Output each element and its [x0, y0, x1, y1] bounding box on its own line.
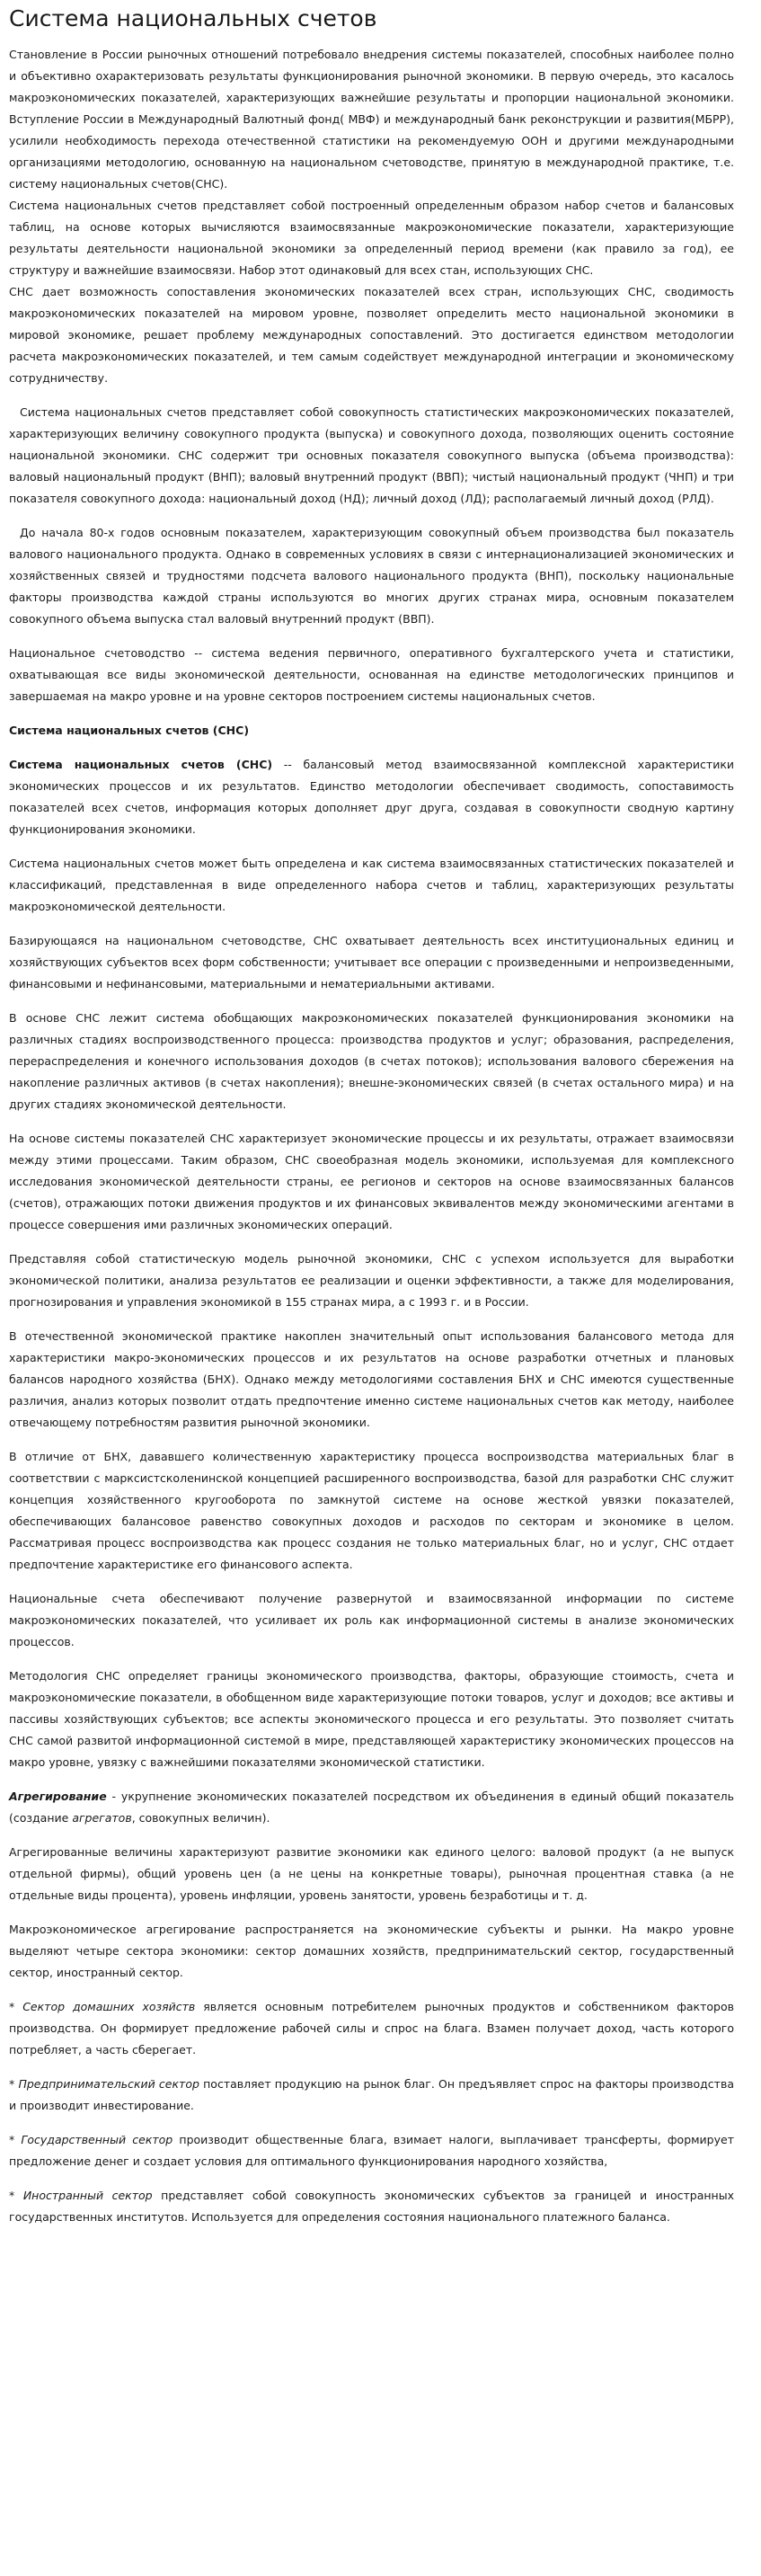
text-run: - укрупнение экономических показателей посредством их объединения в единый общий показатель (создание	[9, 1790, 734, 1825]
text-run: -- балансовый метод взаимосвязанной комплексной характеристики экономических процессов и их результатов. Единство методологии обеспечивает сводимость, сопоставимость показателей всех счетов, информация которых дополняет друг друга, создавая в совокупности сводную картину функционирования экономики.	[9, 758, 734, 836]
paragraph	[9, 1248, 734, 1313]
term-italic: агрегатов	[72, 1811, 132, 1825]
text-run: В основе СНС лежит система обобщающих макроэкономических показателей функционирования экономики на различных стадиях воспроизводственного процесса: производства продуктов и услуг; образования, распределения, перераспределения и конечного использования доходов (в счетах потоков); использования валового сбережения на накопление различных активов (в счетах накопления); внешне-экономических связей (в счетах остального мира) и на других стадиях экономической деятельности.	[9, 1011, 734, 1111]
text-run: *	[9, 2077, 19, 2091]
paragraph	[9, 754, 734, 840]
text-run: поставляет продукцию на рынок благ. Он предъявляет спрос на факторы производства и производит инвестирование.	[9, 2077, 734, 2112]
paragraph	[9, 1666, 734, 1773]
term-italic: Сектор домашних хозяйств	[22, 2000, 196, 2013]
paragraph	[9, 195, 734, 281]
text-run: Базирующаяся на национальном счетоводстве, СНС охватывает деятельность всех институциональных единиц и хозяйствующих субъектов всех форм собственности; учитывает все операции с произведенными и непроизведенными, финансовыми и нефинансовыми, материальными и нематериальными активами.	[9, 934, 734, 990]
paragraph	[9, 281, 734, 389]
text-run: представляет собой совокупность экономических субъектов за границей и иностранных государственных институтов. Используется для определения состояния национального платежного баланса.	[9, 2189, 734, 2224]
paragraph	[9, 402, 734, 510]
text-run: Становление в России рыночных отношений потребовало внедрения системы показателей, способных наиболее полно и объективно охарактеризовать результаты функционирования рыночной экономики. В первую очередь, это касалось макроэкономических показателей, характеризующих важнейшие результаты и пропорции национальной экономики. Вступление России в Международный Валютный фонд( МВФ) и международный банк реконструкции и развития(МБРР), усилили необходимость перехода отечественной статистики на рекомендуемую ООН и другими международными организациями методологию, основанную на национальном счетоводстве, принятую в международной практике, т.е. систему национальных счетов(СНС).	[9, 48, 734, 191]
text-run: В отличие от БНХ, дававшего количественную характеристику процесса воспроизводства материальных благ в соответствии с марксистсколенинской концепцией расширенного воспроизводства, базой для разработки СНС служит концепция хозяйственного кругооборота по замкнутой системе на основе жесткой увязки показателей, обеспечивающих балансовое равенство совокупных доходов и расходов по секторам и экономике в целом. Рассматривая процесс воспроизводства как процесс создания не только материальных благ, но и услуг, СНС отдает предпочтение характеристике его финансового аспекта.	[9, 1450, 734, 1571]
paragraph	[9, 1919, 734, 1984]
text-run: Система национальных счетов представляет собой совокупность статистических макроэкономических показателей, характеризующих величину совокупного продукта (выпуска) и совокупного дохода, позволяющих оценить состояние национальной экономики. СНС содержит три основных показателя совокупного выпуска (объема производства): валовый национальный продукт (ВНП); валовый внутренний продукт (ВВП); чистый национальный продукт (ЧНП) и три показателя совокупного дохода: национальный доход (НД); личный доход (ЛД); располагаемый личный доход (РЛД).	[9, 405, 734, 505]
paragraph	[9, 1588, 734, 1653]
text-run: В отечественной экономической практике накоплен значительный опыт использования балансового метода для характеристики макро-экономических процессов и их результатов на основе разработки отчетных и плановых балансов народного хозяйства (БНХ). Однако между методологиями составления БНХ и СНС имеются существенные различия, анализ которых позволит отдать предпочтение именно системе национальных счетов как методу, наиболее отвечающему потребностям развития рыночной экономики.	[9, 1329, 734, 1429]
text-run: производит общественные блага, взимает налоги, выплачивает трансферты, формирует предложение денег и создает условия для оптимального функционирования народного хозяйства,	[9, 2133, 734, 2168]
paragraph	[9, 2129, 734, 2172]
paragraph	[9, 1786, 734, 1829]
text-run: Представляя собой статистическую модель рыночной экономики, СНС с успехом используется для выработки экономической политики, анализа результатов ее реализации и оценки эффективности, а также для моделирования, прогнозирования и управления экономикой в 155 странах мира, а с 1993 г. и в России.	[9, 1252, 734, 1309]
paragraph	[9, 1996, 734, 2061]
text-run: Методология СНС определяет границы экономического производства, факторы, образующие стоимость, счета и макроэкономические показатели, в обобщенном виде характеризующие потоки товаров, услуг и доходов; все активы и пассивы хозяйствующих субъектов; все аспекты экономического процесса и его результаты. Это позволяет считать СНС самой развитой информационной системой в мире, представляющей характеристику экономических процессов на макро уровне, увязку с важнейшими показателями экономической статистики.	[9, 1669, 734, 1769]
paragraph	[9, 1128, 734, 1236]
term-italic: Иностранный сектор	[22, 2189, 153, 2202]
paragraph	[9, 2074, 734, 2117]
text-run: *	[9, 2189, 23, 2202]
section-heading	[9, 720, 734, 742]
term-bold: Система национальных счетов (СНС)	[9, 758, 273, 771]
term-bold-italic: Агрегирование	[9, 1790, 107, 1803]
term-italic: Предпринимательский сектор	[18, 2077, 199, 2091]
paragraph	[9, 522, 734, 630]
text-run: Система национальных счетов представляет собой построенный определенным образом набор счетов и балансовых таблиц, на основе которых вычисляются взаимосвязанные макроэкономические показатели, характеризующие результаты деятельности национальной экономики за определенный период времени (как правило за год), ее структуру и важнейшие взаимосвязи. Набор этот одинаковый для всех стан, использующих СНС.	[9, 199, 734, 277]
text-run: Национальное счетоводство -- система ведения первичного, оперативного бухгалтерского учета и статистики, охватывающая все виды экономической деятельности, основанная на единстве методологических принципов и завершаемая на макро уровне и на уровне секторов построением системы национальных счетов.	[9, 646, 734, 703]
text-run: *	[9, 2133, 22, 2146]
text-run: На основе системы показателей СНС характеризует экономические процессы и их результаты, отражает взаимосвязи между этими процессами. Таким образом, СНС своеобразная модель экономики, используемая для комплексного исследования экономической деятельности страны, ее регионов и секторов на основе взаимосвязанных балансов (счетов), отражающих потоки движения продуктов и их финансовых эквивалентов между экономическими агентами в процессе совершения ими различных экономических операций.	[9, 1132, 734, 1231]
text-run: *	[9, 2000, 23, 2013]
text-run: Агрегированные величины характеризуют развитие экономики как единого целого: валовой продукт (а не выпуск отдельной фирмы), общий уровень цен (а не цены на конкретные товары), рыночная процентная ставка (а не отдельные виды процента), уровень инфляции, уровень занятости, уровень безработицы и т. д.	[9, 1845, 734, 1902]
document-title: Система национальных счетов	[9, 5, 377, 31]
text-run: Система национальных счетов (СНС)	[9, 724, 250, 737]
text-run: является основным потребителем рыночных продуктов и собственником факторов производства. Он формирует предложение рабочей силы и спрос на блага. Взамен получает доход, часть которого потребляет, а часть сберегает.	[9, 2000, 734, 2056]
paragraph	[9, 2185, 734, 2228]
text-run: Макроэкономическое агрегирование распространяется на экономические субъекты и рынки. На макро уровне выделяют четыре сектора экономики: сектор домашних хозяйств, предпринимательский сектор, государственный сектор, иностранный сектор.	[9, 1923, 734, 1979]
paragraph	[9, 1326, 734, 1434]
paragraph	[9, 853, 734, 918]
text-run: До начала 80-х годов основным показателем, характеризующим совокупный объем производства был показатель валового национального продукта. Однако в современных условиях в связи с интернационализацией экономических и хозяйственных связей и трудностями подсчета валового национального продукта (ВНП), поскольку национальные факторы производства каждой страны используются во многих других странах мира, основным показателем совокупного объема выпуска стал валовый внутренний продукт (ВВП).	[9, 526, 734, 626]
paragraph	[9, 930, 734, 995]
text-run: СНС дает возможность сопоставления экономических показателей всех стран, использующих СНС, сводимость макроэкономических показателей на мировом уровне, позволяет определить место национальной экономики в мировой экономике, решает проблему международных сопоставлений. Это достигается единством методологии расчета макроэкономических показателей, и тем самым содействует международной интеграции и экономическому сотрудничеству.	[9, 285, 734, 385]
term-italic: Государственный сектор	[21, 2133, 173, 2146]
paragraph	[9, 1008, 734, 1115]
text-run: Национальные счета обеспечивают получение развернутой и взаимосвязанной информации по системе макроэкономических показателей, что усиливает их роль как информационной системы в анализе экономических процессов.	[9, 1592, 734, 1648]
paragraph	[9, 643, 734, 707]
text-run: Система национальных счетов может быть определена и как система взаимосвязанных статистических показателей и классификаций, представленная в виде определенного набора счетов и таблиц, характеризующих результаты макроэкономической деятельности.	[9, 857, 734, 913]
text-run: , совокупных величин).	[131, 1811, 270, 1825]
paragraph	[9, 44, 734, 195]
paragraph	[9, 1446, 734, 1576]
document-body	[9, 44, 734, 2228]
paragraph	[9, 1842, 734, 1906]
